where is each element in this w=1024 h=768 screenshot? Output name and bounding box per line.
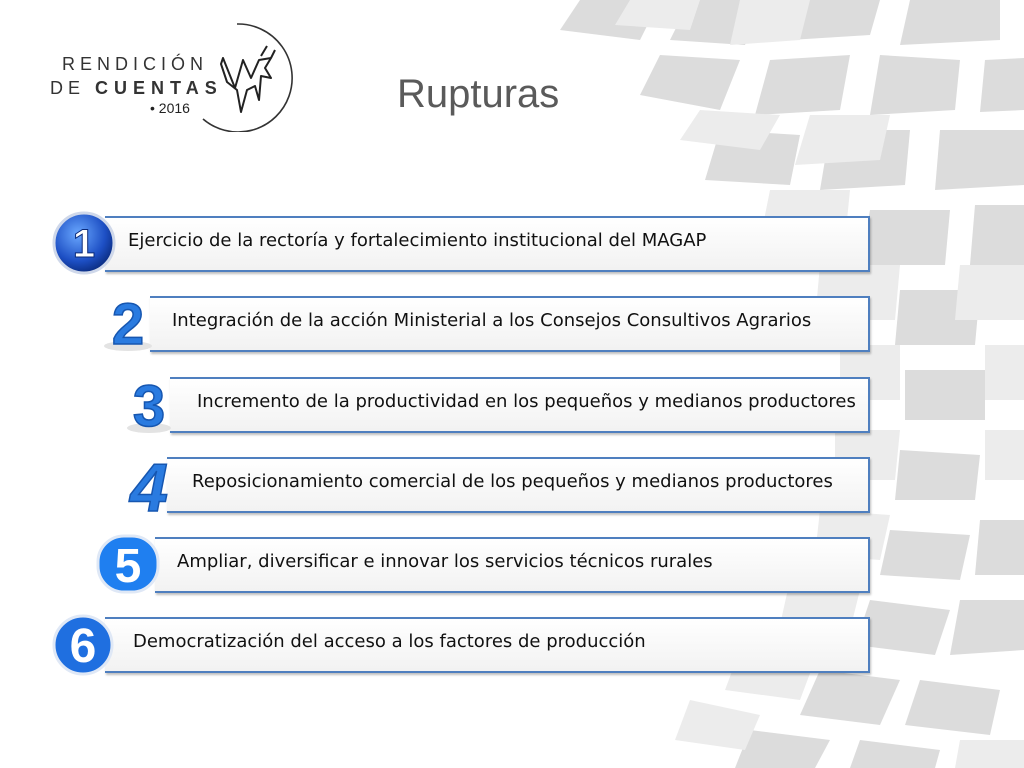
logo-line-1: RENDICIÓN: [62, 54, 209, 74]
logo-line-2-bold: CUENTAS: [95, 78, 223, 98]
rupture-item-4: [115, 451, 870, 519]
number-2-icon: [100, 294, 160, 354]
rendicion-de-cuentas-logo: [50, 20, 310, 135]
item-label: Ejercicio de la rectoría y fortalecimiento institucional del MAGAP: [128, 230, 707, 251]
rupture-item-3: [122, 375, 870, 435]
svg-text:3: 3: [132, 375, 166, 435]
svg-text:6: 6: [69, 620, 97, 673]
item-label: Democratización del acceso a los factores de producción: [133, 631, 646, 652]
number-4-icon: [115, 451, 183, 519]
svg-text:1: 1: [72, 222, 96, 266]
logo-year: • 2016: [150, 100, 190, 116]
number-6-icon: [50, 613, 116, 677]
item-label: Ampliar, diversificar e innovar los servicios técnicos rurales: [177, 551, 713, 572]
svg-text:4: 4: [130, 451, 168, 519]
rupture-item-1: [50, 216, 870, 270]
number-3-icon: [122, 375, 178, 435]
number-1-icon: [50, 210, 118, 276]
rupture-item-5: [95, 537, 870, 591]
item-label: Reposicionamiento comercial de los pequeños y medianos productores: [192, 471, 833, 492]
item-label: Incremento de la productividad en los pequeños y medianos productores: [197, 391, 856, 412]
logo-bull-emblem-icon: [175, 20, 300, 132]
svg-text:5: 5: [114, 540, 142, 593]
item-label: Integración de la acción Ministerial a los Consejos Consultivos Agrarios: [172, 310, 812, 331]
rupture-item-2: [100, 294, 870, 354]
number-5-icon: [95, 533, 161, 595]
svg-text:2: 2: [111, 294, 145, 354]
rupture-item-6: [50, 617, 870, 671]
slide-title: Rupturas: [397, 72, 560, 116]
logo-line-2-prefix: DE: [50, 78, 86, 98]
